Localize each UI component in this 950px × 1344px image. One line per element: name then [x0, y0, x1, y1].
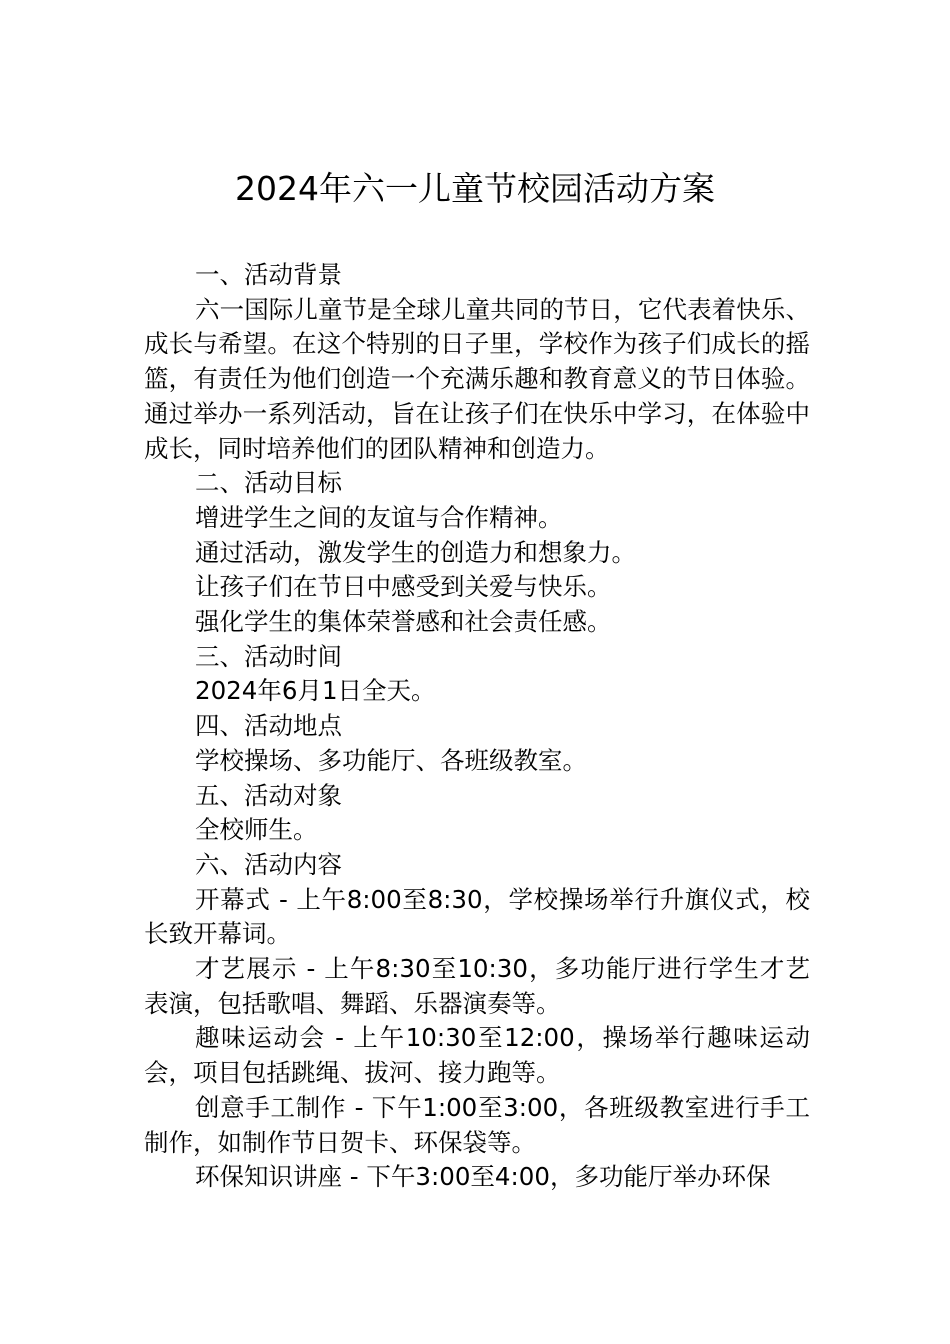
activity-item: 环保知识讲座 - 下午3:00至4:00，多功能厅举办环保 — [195, 1162, 771, 1192]
goal-item: 让孩子们在节日中感受到关爱与快乐。 — [195, 572, 612, 602]
activity-item: 才艺展示 - 上午8:30至10:30，多功能厅进行学生才艺表演，包括歌唱、舞蹈、乐器演奏等。 — [144, 954, 810, 1018]
goal-item: 增进学生之间的友谊与合作精神。 — [195, 502, 563, 532]
document-title: 2024年六一儿童节校园活动方案 — [235, 169, 715, 208]
section-heading-content: 六、活动内容 — [195, 849, 342, 879]
activity-item: 趣味运动会 - 上午10:30至12:00，操场举行趣味运动会，项目包括跳绳、拔河、接力跑等。 — [144, 1023, 810, 1088]
activity-item: 开幕式 - 上午8:00至8:30，学校操场举行升旗仪式，校长致开幕词。 — [144, 884, 810, 949]
paragraph-time: 2024年6月1日全天。 — [195, 676, 436, 706]
paragraph-audience: 全校师生。 — [195, 815, 318, 845]
section-heading-goals: 二、活动目标 — [195, 468, 342, 498]
section-heading-audience: 五、活动对象 — [195, 780, 342, 810]
goal-item: 通过活动，激发学生的创造力和想象力。 — [195, 537, 636, 567]
section-heading-background: 一、活动背景 — [195, 260, 342, 289]
section-heading-location: 四、活动地点 — [195, 711, 342, 741]
goal-item: 强化学生的集体荣誉感和社会责任感。 — [195, 607, 612, 637]
paragraph-location: 学校操场、多功能厅、各班级教室。 — [195, 745, 587, 775]
activity-item: 创意手工制作 - 下午1:00至3:00，各班级教室进行手工制作，如制作节日贺卡、环保袋等。 — [144, 1092, 810, 1157]
paragraph-background: 六一国际儿童节是全球儿童共同的节日，它代表着快乐、成长与希望。在这个特别的日子里，学校作为孩子们成长的摇篮，有责任为他们创造一个充满乐趣和教育意义的节日体验。通过举办一系列活动，旨在让孩子们在快乐中学习，在体验中成长，同时培养他们的团队精神和创造力。 — [144, 294, 810, 463]
section-heading-time: 三、活动时间 — [195, 641, 342, 671]
document-body — [144, 258, 810, 1195]
